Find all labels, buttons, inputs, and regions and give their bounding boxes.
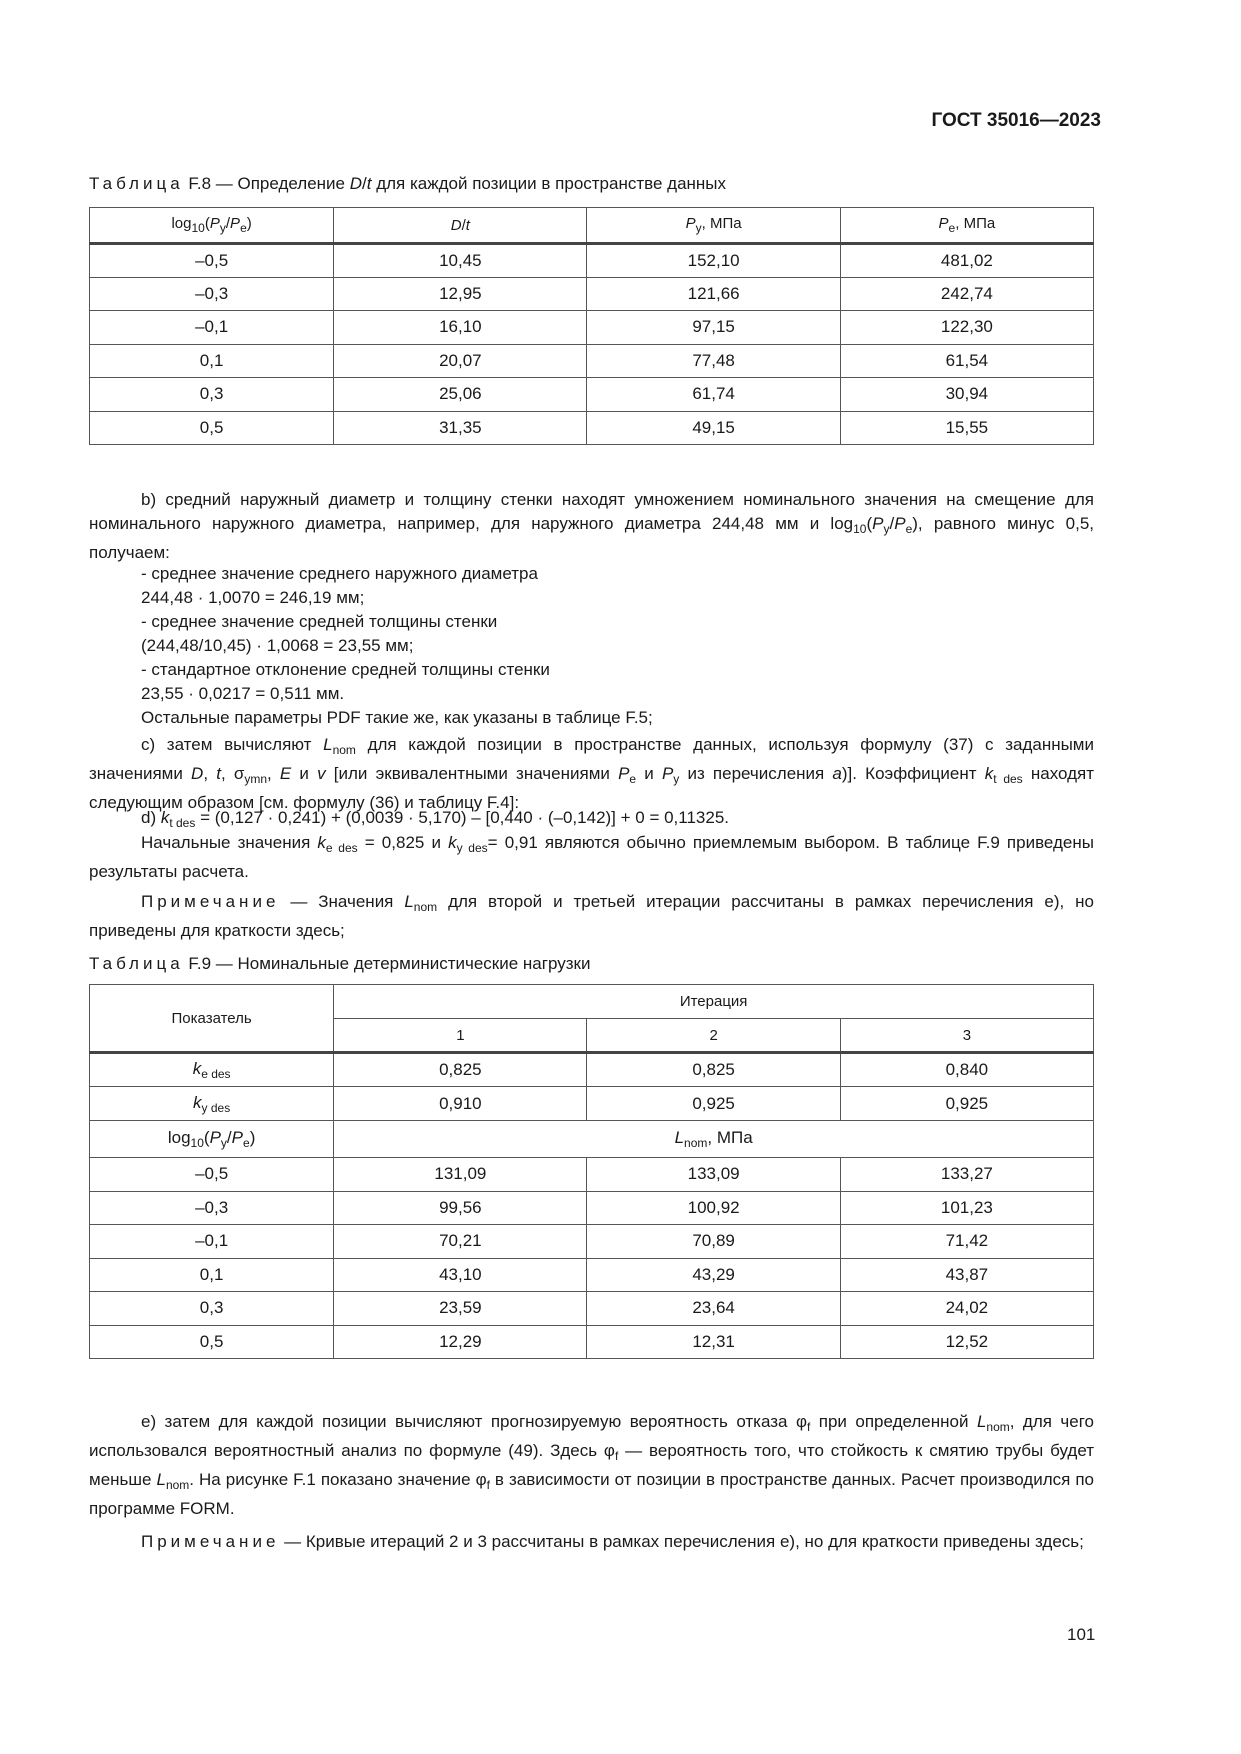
table-cell: 0,3 (90, 378, 334, 412)
table-cell: 133,27 (840, 1158, 1093, 1192)
list-line: - стандартное отклонение средней толщины стенки (141, 660, 550, 679)
table-row (90, 1191, 1094, 1225)
table-cell: 61,54 (840, 344, 1093, 378)
table-cell: –0,1 (90, 311, 334, 345)
table-f9-col-iteration: Итерация (334, 985, 1094, 1019)
table-cell: –0,5 (90, 1158, 334, 1192)
table-row (90, 311, 1094, 345)
table-cell: 101,23 (840, 1191, 1093, 1225)
table-cell: 131,09 (334, 1158, 587, 1192)
list-line: - среднее значение среднего наружного диаметра (141, 564, 538, 583)
table-cell: 152,10 (587, 244, 840, 278)
table-cell: 43,29 (587, 1258, 840, 1292)
table-cell: 0,825 (587, 1053, 840, 1087)
list-line: 23,55 · 0,0217 = 0,511 мм. (141, 684, 345, 703)
table-f9-log-row (90, 1121, 1094, 1158)
table-cell: 0,5 (90, 411, 334, 445)
list-line: Остальные параметры PDF такие же, как указаны в таблице F.5; (141, 708, 653, 727)
table-cell: 70,89 (587, 1225, 840, 1259)
table-cell: –0,3 (90, 277, 334, 311)
table-cell: 0,5 (90, 1325, 334, 1359)
table-cell: 43,87 (840, 1258, 1093, 1292)
table-cell: 23,59 (334, 1292, 587, 1326)
table-cell: 0,910 (334, 1087, 587, 1121)
table-f8-col-pe: $P_e$, МПа (840, 208, 1093, 244)
table-cell: 71,42 (840, 1225, 1093, 1259)
table-row (90, 1087, 1094, 1121)
table-f9-iter-3: 3 (840, 1019, 1093, 1053)
table-f9-iter-2: 2 (587, 1019, 840, 1053)
table-cell: 10,45 (334, 244, 587, 278)
table-f9 (89, 984, 1094, 1359)
table-cell: 121,66 (587, 277, 840, 311)
list-line: 244,48 · 1,0070 = 246,19 мм; (141, 588, 365, 607)
note-1: Примечание — Значения $L_{nom}$ для второй и третьей итерации рассчитаны в рамках перечисления e), но приведены для краткости здесь; (89, 892, 1094, 940)
table-cell: –0,5 (90, 244, 334, 278)
table-cell: 31,35 (334, 411, 587, 445)
list-line: (244,48/10,45) · 1,0068 = 23,55 мм; (141, 636, 414, 655)
table-row (90, 378, 1094, 412)
table-cell: 0,840 (840, 1053, 1093, 1087)
page-number: 101 (1067, 1625, 1096, 1644)
table-cell: 24,02 (840, 1292, 1093, 1326)
table-cell: –0,1 (90, 1225, 334, 1259)
table-cell: 481,02 (840, 244, 1093, 278)
table-cell: 15,55 (840, 411, 1093, 445)
table-f9-col-indicator: Показатель (90, 985, 334, 1053)
table-cell: –0,3 (90, 1191, 334, 1225)
table-cell: 20,07 (334, 344, 587, 378)
table-cell: 0,1 (90, 1258, 334, 1292)
table-cell: 0,925 (587, 1087, 840, 1121)
table-cell: 70,21 (334, 1225, 587, 1259)
table-cell: 122,30 (840, 311, 1093, 345)
table-row (90, 244, 1094, 278)
table-cell: 61,74 (587, 378, 840, 412)
table-f9-caption: Таблица F.9 — Номинальные детерминистические нагрузки (89, 954, 591, 973)
table-f9-lnom-label: $L_{nom}$, МПа (334, 1121, 1094, 1158)
table-cell: 133,09 (587, 1158, 840, 1192)
table-cell: 0,925 (840, 1087, 1093, 1121)
paragraph-b: b) средний наружный диаметр и толщину стенки находят умножением номинального значения на смещение для номинального наружного диаметра, например, для наружного диаметра 244,48 мм и $\log_{10}(P_y/P_e)$, равного минус 0,5, получаем: (89, 490, 1095, 562)
note-2: Примечание — Кривые итераций 2 и 3 рассчитаны в рамках перечисления e), но для краткости приведены здесь; (141, 1532, 1084, 1551)
paragraph-initial: Начальные значения $k_{e des} = 0,825$ и $k_{y des}= 0,91$ являются обычно приемлемым выбором. В таблице F.9 приведены результаты расчета. (89, 833, 1094, 881)
table-row (90, 1292, 1094, 1326)
table-f8-col-dt: D/t (334, 208, 587, 244)
table-cell: 43,10 (334, 1258, 587, 1292)
table-f9-iter-1: 1 (334, 1019, 587, 1053)
table-cell: 12,95 (334, 277, 587, 311)
table-cell: 12,52 (840, 1325, 1093, 1359)
paragraph-d: d) $k_{t des} = (0,127 \cdot 0,241) + (0,0039 \cdot 5,170) - [0,440 \cdot (-0,142)] + 0 = 0,11325$. (141, 808, 730, 830)
document-id: ГОСТ 35016—2023 (931, 110, 1101, 131)
table-row-label: $k_{e des}$ (90, 1053, 334, 1087)
table-row (90, 344, 1094, 378)
table-f8 (89, 207, 1094, 445)
table-f8-col-py: $P_y$, МПа (587, 208, 840, 244)
list-block (89, 562, 1146, 730)
table-row (90, 277, 1094, 311)
table-cell: 12,29 (334, 1325, 587, 1359)
table-cell: 30,94 (840, 378, 1093, 412)
table-f8-col-log: $\log_{10}(P_y/P_e)$ (90, 208, 334, 244)
table-cell: 49,15 (587, 411, 840, 445)
table-f8-caption: Таблица F.8 — Определение D/t для каждой позиции в пространстве данных (89, 174, 727, 193)
table-cell: 25,06 (334, 378, 587, 412)
table-cell: 0,825 (334, 1053, 587, 1087)
table-f9-log-label: $\log_{10}(P_y/P_e)$ (90, 1121, 334, 1158)
table-cell: 100,92 (587, 1191, 840, 1225)
table-cell: 242,74 (840, 277, 1093, 311)
table-row (90, 1158, 1094, 1192)
list-line: - среднее значение средней толщины стенки (141, 612, 498, 631)
table-f8-header-row (90, 208, 1094, 244)
paragraph-e: e) затем для каждой позиции вычисляют прогнозируемую вероятность отказа $\varphi_f$ при определенной $L_{nom}$, для чего использовался вероятностный анализ по формуле (49). Здесь $\varphi_f$ — вероятность того, что стойкость к смятию трубы будет меньше $L_{nom}$. На рисунке F.1 показано значение $\varphi_f$ в зависимости от позиции в пространстве данных. Расчет производился по программе FORM. (89, 1412, 1095, 1518)
paragraph-c: c) затем вычисляют $L_{nom}$ для каждой позиции в пространстве данных, используя формулу (37) с заданными значениями D, t, $\sigma_{ymn}$, E и v [или эквивалентными значениями $P_e$ и $P_y$ из перечисления a)]. Коэффициент $k_{t des}$ находят следующим образом [см. формулу (36) и таблицу F.4]: (89, 735, 1095, 812)
table-cell: 97,15 (587, 311, 840, 345)
table-row (90, 411, 1094, 445)
table-cell: 77,48 (587, 344, 840, 378)
table-cell: 16,10 (334, 311, 587, 345)
table-cell: 0,1 (90, 344, 334, 378)
table-row (90, 1225, 1094, 1259)
table-row (90, 1325, 1094, 1359)
table-row (90, 1053, 1094, 1087)
table-row (90, 1258, 1094, 1292)
table-cell: 0,3 (90, 1292, 334, 1326)
table-cell: 12,31 (587, 1325, 840, 1359)
table-f9-header-row (90, 985, 1094, 1019)
table-cell: 23,64 (587, 1292, 840, 1326)
table-cell: 99,56 (334, 1191, 587, 1225)
table-row-label: $k_{y des}$ (90, 1087, 334, 1121)
